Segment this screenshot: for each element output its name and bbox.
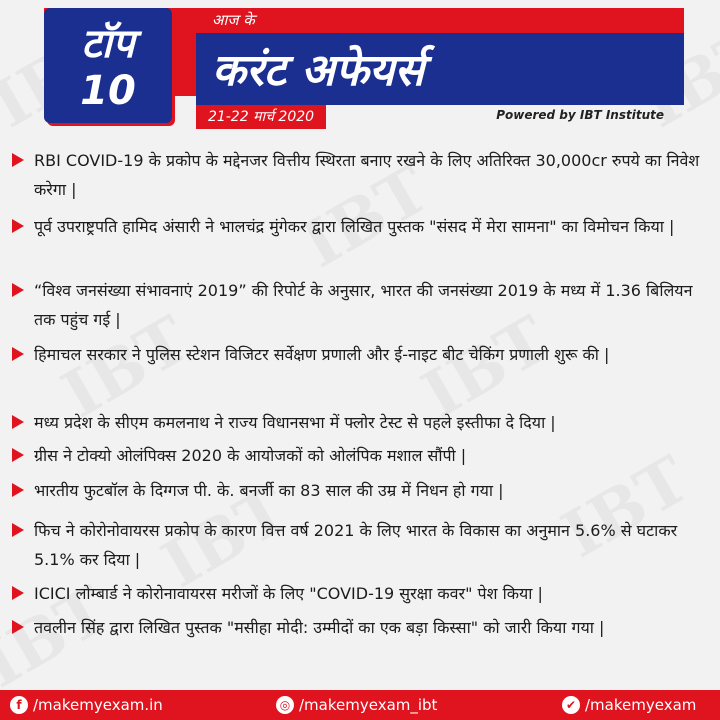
news-text: पूर्व उपराष्ट्रपति हामिद अंसारी ने भालचंद्र मुंगेकर द्वारा लिखित पुस्तक "संसद में मेरा सामना" का विमोचन किया |	[34, 217, 675, 236]
footer-social-bar	[0, 690, 720, 720]
arrow-bullet-icon	[12, 347, 24, 361]
arrow-bullet-icon	[12, 283, 24, 297]
facebook-link[interactable]	[10, 690, 163, 720]
twitter-handle: /makemyexam	[585, 696, 697, 714]
news-text: RBI COVID-19 के प्रकोप के मद्देनजर वित्तीय स्थिरता बनाए रखने के लिए अतिरिक्त 30,000cr रुपये का निवेश करेगा |	[34, 151, 700, 199]
twitter-icon: ✔	[562, 696, 580, 714]
date-badge: 21-22 मार्च 2020	[196, 105, 326, 129]
arrow-bullet-icon	[12, 415, 24, 429]
arrow-bullet-icon	[12, 153, 24, 167]
facebook-handle: /makemyexam.in	[33, 696, 163, 714]
powered-by: Powered by IBT Institute	[496, 108, 664, 122]
arrow-bullet-icon	[12, 523, 24, 537]
instagram-link[interactable]	[276, 690, 437, 720]
news-text: “विश्व जनसंख्या संभावनाएं 2019” की रिपोर्ट के अनुसार, भारत की जनसंख्या 2019 के मध्य में 1.36 बिलियन तक पहुंच गई |	[34, 281, 693, 329]
page-title: करंट अफेयर्स	[212, 45, 425, 96]
pre-title: आज के	[212, 11, 255, 29]
top10-number: 10	[80, 68, 136, 114]
arrow-bullet-icon	[12, 586, 24, 600]
top10-badge	[44, 8, 172, 123]
instagram-icon: ◎	[276, 696, 294, 714]
arrow-bullet-icon	[12, 448, 24, 462]
arrow-bullet-icon	[12, 483, 24, 497]
arrow-bullet-icon	[12, 219, 24, 233]
header-banner	[0, 0, 720, 135]
facebook-icon: f	[10, 696, 28, 714]
arrow-bullet-icon	[12, 620, 24, 634]
news-text: तवलीन सिंह द्वारा लिखित पुस्तक "मसीहा मोदी: उम्मीदों का एक बड़ा किस्सा" को जारी किया गया |	[34, 618, 605, 637]
news-text: मध्य प्रदेश के सीएम कमलनाथ ने राज्य विधानसभा में फ्लोर टेस्ट से पहले इस्तीफा दे दिया |	[34, 413, 556, 432]
news-text: हिमाचल सरकार ने पुलिस स्टेशन विजिटर सर्वेक्षण प्रणाली और ई-नाइट बीट चेकिंग प्रणाली शुरू की |	[34, 345, 610, 364]
twitter-link[interactable]	[562, 690, 696, 720]
news-text: ग्रीस ने टोक्यो ओलंपिक्स 2020 के आयोजकों को ओलंपिक मशाल सौंपी |	[34, 446, 467, 465]
top10-word: टॉप	[81, 21, 135, 67]
news-text: ICICI लोम्बार्ड ने कोरोनावायरस मरीजों के लिए "COVID-19 सुरक्षा कवर" पेश किया |	[34, 584, 543, 603]
instagram-handle: /makemyexam_ibt	[299, 696, 438, 714]
news-text: फिच ने कोरोनोवायरस प्रकोप के कारण वित्त वर्ष 2021 के लिए भारत के विकास का अनुमान 5.6% से घटाकर 5.1% कर दिया |	[34, 521, 678, 569]
news-text: भारतीय फुटबॉल के दिग्गज पी. के. बनर्जी का 83 साल की उम्र में निधन हो गया |	[34, 481, 504, 500]
